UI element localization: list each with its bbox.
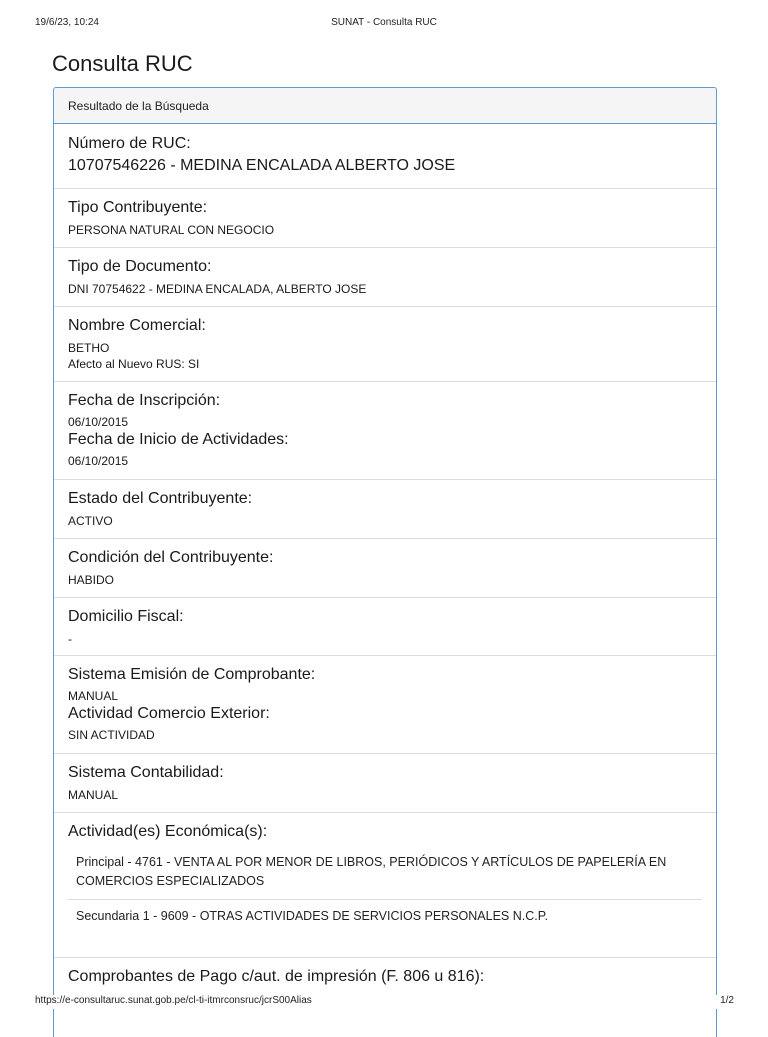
- print-date: 19/6/23, 10:24: [35, 17, 99, 28]
- sistema-contabilidad-value: MANUAL: [68, 788, 119, 802]
- condicion-label: Condición del Contribuyente:: [68, 549, 274, 566]
- tipo-documento-value: DNI 70754622 - MEDINA ENCALADA, ALBERTO JOSE: [68, 282, 367, 296]
- tipo-contribuyente-label: Tipo Contribuyente:: [68, 199, 208, 216]
- fecha-inicio-value: 06/10/2015: [68, 454, 129, 468]
- actividad-exterior-value: SIN ACTIVIDAD: [68, 728, 155, 742]
- actividad-principal: Principal - 4761 - VENTA AL POR MENOR DE LIBROS, PERIÓDICOS Y ARTÍCULOS DE PAPELERÍA EN COMERCIOS ESPECIALIZADOS: [76, 855, 667, 888]
- row-comprobantes: [54, 958, 716, 1018]
- domicilio-value: -: [68, 632, 72, 646]
- page-title: Consulta RUC: [52, 51, 193, 76]
- row-estado: [54, 480, 716, 539]
- sistema-contabilidad-label: Sistema Contabilidad:: [68, 764, 224, 781]
- tipo-documento-label: Tipo de Documento:: [68, 258, 212, 275]
- print-title: SUNAT - Consulta RUC: [331, 17, 437, 28]
- actividad-secundaria: Secundaria 1 - 9609 - OTRAS ACTIVIDADES DE SERVICIOS PERSONALES N.C.P.: [76, 909, 548, 923]
- row-tipo-contribuyente: [54, 189, 716, 248]
- fecha-inscripcion-value: 06/10/2015: [68, 415, 129, 429]
- nombre-comercial-label: Nombre Comercial:: [68, 317, 206, 334]
- actividades-list: [68, 853, 702, 926]
- domicilio-label: Domicilio Fiscal:: [68, 608, 184, 625]
- fecha-inscripcion-label: Fecha de Inscripción:: [68, 392, 221, 409]
- nombre-comercial-value: BETHO: [68, 341, 110, 355]
- panel-heading: Resultado de la Búsqueda: [54, 88, 716, 124]
- row-nombre-comercial: [54, 307, 716, 382]
- estado-value: ACTIVO: [68, 514, 113, 528]
- ruc-value: 10707546226 - MEDINA ENCALADA ALBERTO JOSE: [68, 157, 456, 174]
- actividades-label: Actividad(es) Económica(s):: [68, 823, 268, 840]
- print-footer: [0, 995, 768, 1009]
- nuevo-rus-value: Afecto al Nuevo RUS: SI: [68, 357, 200, 371]
- row-sistemas: [54, 656, 716, 754]
- ruc-label: Número de RUC:: [68, 135, 191, 152]
- fecha-inicio-label: Fecha de Inicio de Actividades:: [68, 431, 289, 448]
- actividades-divider: [68, 899, 702, 900]
- tipo-contribuyente-value: PERSONA NATURAL CON NEGOCIO: [68, 223, 275, 237]
- row-fechas: [54, 382, 716, 480]
- row-actividades: [54, 813, 716, 958]
- actividad-exterior-label: Actividad Comercio Exterior:: [68, 705, 270, 722]
- print-url: https://e-consultaruc.sunat.gob.pe/cl-ti-itmrconsruc/jcrS00Alias: [35, 995, 312, 1006]
- sistema-emision-value: MANUAL: [68, 689, 119, 703]
- row-domicilio: [54, 598, 716, 656]
- comprobantes-label: Comprobantes de Pago c/aut. de impresión (F. 806 u 816):: [68, 968, 485, 985]
- estado-label: Estado del Contribuyente:: [68, 490, 253, 507]
- row-sistema-contabilidad: [54, 754, 716, 813]
- row-condicion: [54, 539, 716, 598]
- sistema-emision-label: Sistema Emisión de Comprobante:: [68, 666, 316, 683]
- row-tipo-documento: [54, 248, 716, 307]
- result-panel: [53, 87, 717, 1037]
- row-ruc: [54, 124, 716, 189]
- print-header: [0, 17, 768, 31]
- condicion-value: HABIDO: [68, 573, 115, 587]
- page-number: 1/2: [720, 995, 734, 1006]
